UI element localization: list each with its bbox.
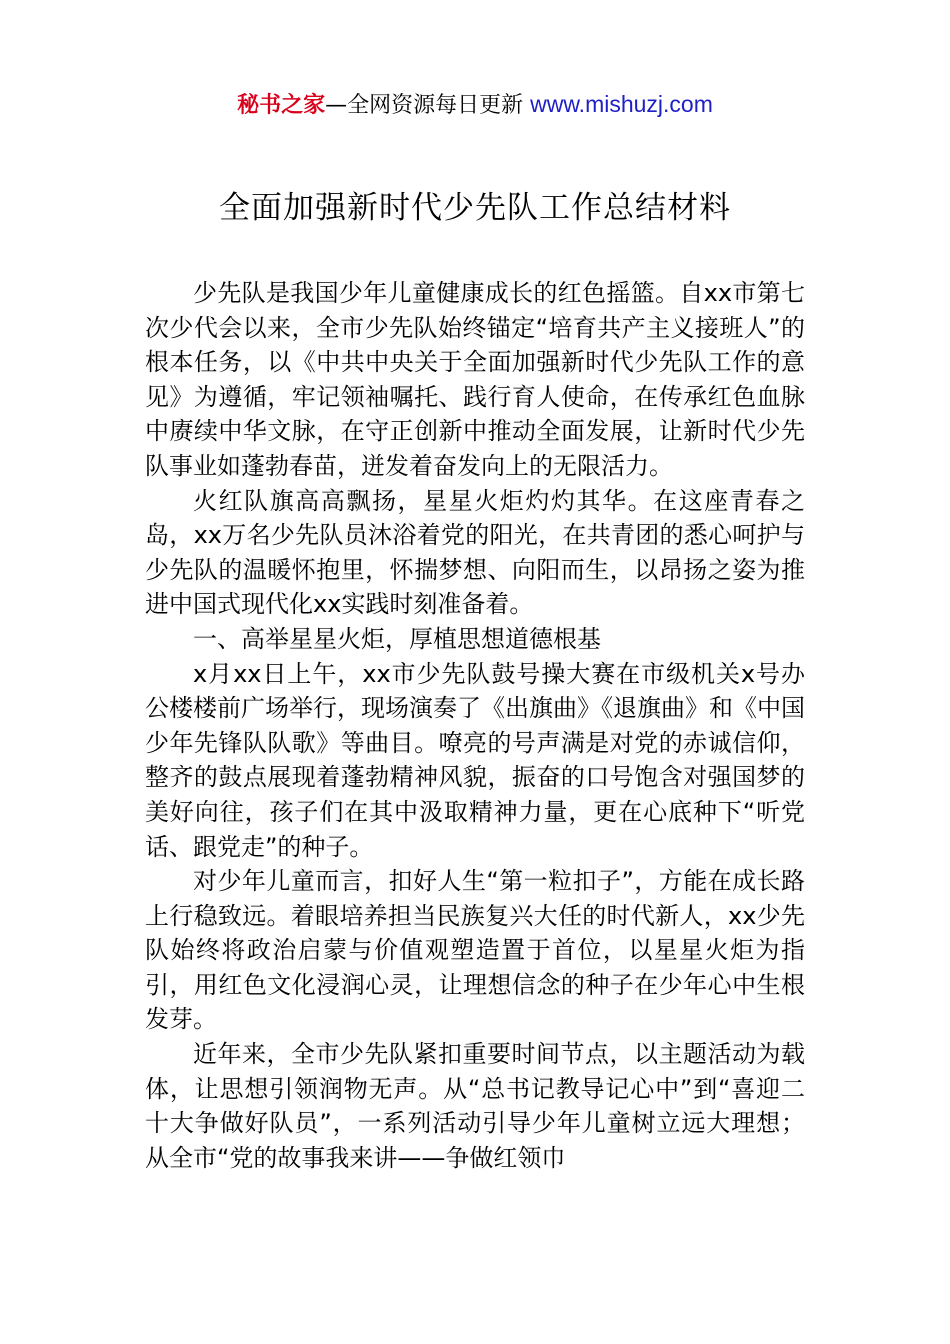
- site-brand: 秘书之家: [237, 93, 326, 118]
- paragraph: 火红队旗高高飘扬，星星火炬灼灼其华。在这座青春之岛，xx万名少先队员沐浴着党的阳光，在共青团的悉心呵护与少先队的温暖怀抱里，怀揣梦想、向阳而生，以昂扬之姿为推进中国式现代化xx实践时刻准备着。: [145, 486, 805, 619]
- site-url-link[interactable]: www.mishuzj.com: [530, 91, 713, 117]
- document-title: 全面加强新时代少先队工作总结材料: [219, 190, 731, 226]
- site-slogan: —全网资源每日更新: [325, 93, 531, 118]
- paragraph: 近年来，全市少先队紧扣重要时间节点，以主题活动为载体，让思想引领润物无声。从“总书记教导记心中”到“喜迎二十大争做好队员”，一系列活动引导少年儿童树立远大理想；从全市“党的故事我来讲——争做红领巾: [145, 1040, 805, 1172]
- site-header: [0, 88, 950, 122]
- paragraph: x月xx日上午，xx市少先队鼓号操大赛在市级机关x号办公楼楼前广场举行，现场演奏了《出旗曲》《退旗曲》和《中国少年先锋队队歌》等曲目。嘹亮的号声满是对党的赤诚信仰，整齐的鼓点展现着蓬勃精神风貌，振奋的口号饱含对强国梦的美好向往，孩子们在其中汲取精神力量，更在心底种下“听党话、跟党走”的种子。: [145, 659, 805, 861]
- section-heading: 一、高举星星火炬，厚植思想道德根基: [193, 624, 601, 653]
- paragraph: 对少年儿童而言，扣好人生“第一粒扣子”，方能在成长路上行稳致远。着眼培养担当民族复兴大任的时代新人，xx少先队始终将政治启蒙与价值观塑造置于首位，以星星火炬为指引，用红色文化浸润心灵，让理想信念的种子在少年心中生根发芽。: [145, 867, 805, 1034]
- document-body: [145, 276, 805, 1175]
- paragraph: 少先队是我国少年儿童健康成长的红色摇篮。自xx市第七次少代会以来，全市少先队始终锚定“培育共产主义接班人”的根本任务，以《中共中央关于全面加强新时代少先队工作的意见》为遵循，牢记领袖嘱托、践行育人使命，在传承红色血脉中赓续中华文脉，在守正创新中推动全面发展，让新时代少先队事业如蓬勃春苗，迸发着奋发向上的无限活力。: [145, 279, 805, 480]
